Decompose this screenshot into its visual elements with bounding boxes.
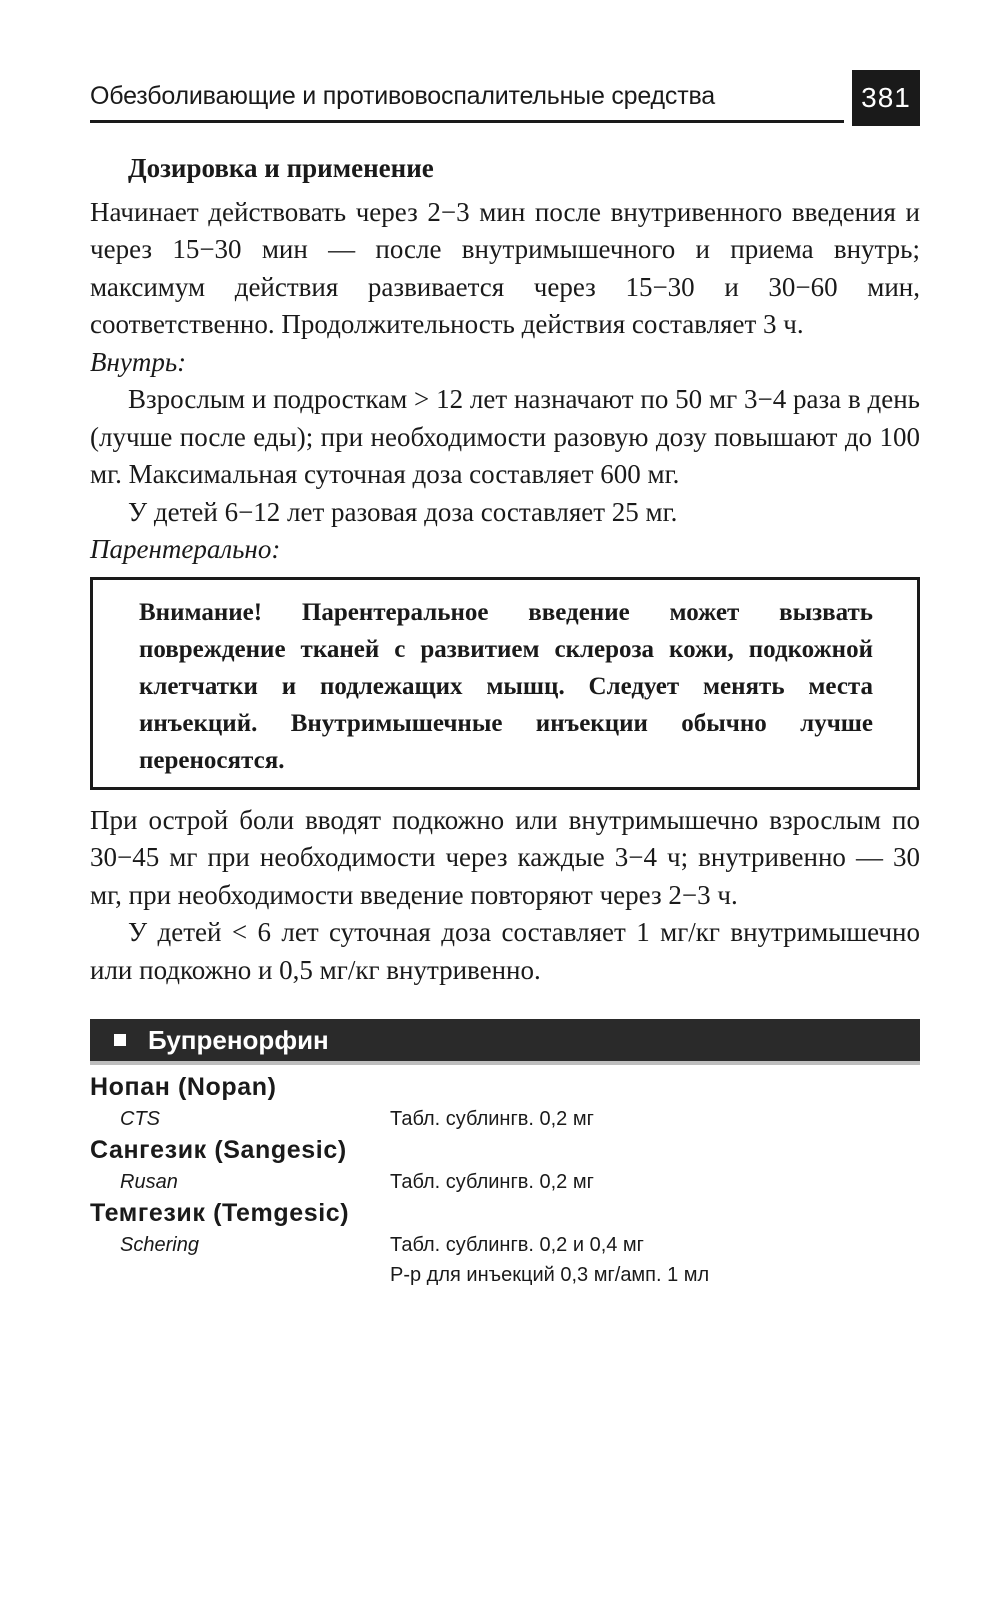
product-form: Табл. сублингв. 0,2 мг	[390, 1108, 594, 1130]
product-entry	[90, 1134, 920, 1197]
running-header	[90, 68, 920, 128]
parenteral-children-paragraph: У детей < 6 лет суточная доза составляет 1 мг/кг внутримышечно или подкожно и 0,5 мг/кг внутривенно.	[90, 917, 920, 985]
intro-paragraph: Начинает действовать через 2−3 мин после внутривенного введения и через 15−30 мин — после внутримышечного и приема внутрь; максимум действия развивается через 15−30 и 30−60 мин, соответственно. Продолжительность действия составляет 3 ч.	[90, 196, 920, 339]
book-page	[90, 68, 920, 1290]
product-details	[90, 1167, 920, 1197]
product-details	[90, 1104, 920, 1134]
page-number: 381	[852, 70, 920, 126]
product-manufacturer: CTS	[120, 1108, 160, 1130]
product-list	[90, 1071, 920, 1290]
product-forms	[390, 1167, 920, 1197]
product-forms	[390, 1104, 920, 1134]
product-entry	[90, 1197, 920, 1290]
product-name: Нопан (Nopan)	[90, 1073, 277, 1101]
product-forms	[390, 1230, 920, 1290]
section-heading: Дозировка и применение	[128, 153, 434, 183]
oral-label: Внутрь:	[90, 346, 187, 377]
product-manufacturer: Rusan	[120, 1171, 178, 1193]
warning-box: Внимание! Парентеральное введение может вызвать повреждение тканей с развитием склероза кожи, подкожной клетчатки и подлежащих мышц. Следует менять места инъекций. Внутримышечные инъекции обычно лучше переносятся.	[90, 577, 920, 790]
product-name: Сангезик (Sangesic)	[90, 1136, 347, 1164]
header-rule	[90, 120, 844, 123]
product-form: Табл. сублингв. 0,2 и 0,4 мг	[390, 1234, 644, 1256]
drug-section-title: Бупренорфин	[148, 1024, 329, 1055]
product-details	[90, 1230, 920, 1290]
oral-adults-paragraph: Взрослым и подросткам > 12 лет назначают по 50 мг 3−4 раза в день (лучше после еды); при необходимости разовую дозу повышают до 100 мг. Максимальная суточная доза составляет 600 мг.	[90, 384, 920, 489]
parenteral-label: Парентерально:	[90, 534, 281, 564]
oral-children-paragraph: У детей 6−12 лет разовая доза составляет 25 мг.	[128, 496, 678, 527]
acute-pain-paragraph: При острой боли вводят подкожно или внутримышечно взрослым по 30−45 мг при необходимости через каждые 3−4 ч; внутривенно — 30 мг, при необходимости введение повторяют через 2−3 ч.	[90, 804, 920, 910]
product-name: Темгезик (Temgesic)	[90, 1199, 350, 1227]
product-form: Табл. сублингв. 0,2 мг	[390, 1171, 594, 1193]
product-manufacturer: Schering	[120, 1234, 199, 1256]
running-header-title: Обезболивающие и противовоспалительные средства	[90, 82, 715, 110]
product-form: Р-р для инъекций 0,3 мг/амп. 1 мл	[390, 1264, 710, 1286]
product-entry	[90, 1071, 920, 1134]
drug-section-bar	[90, 1019, 920, 1065]
square-bullet-icon	[114, 1034, 126, 1046]
